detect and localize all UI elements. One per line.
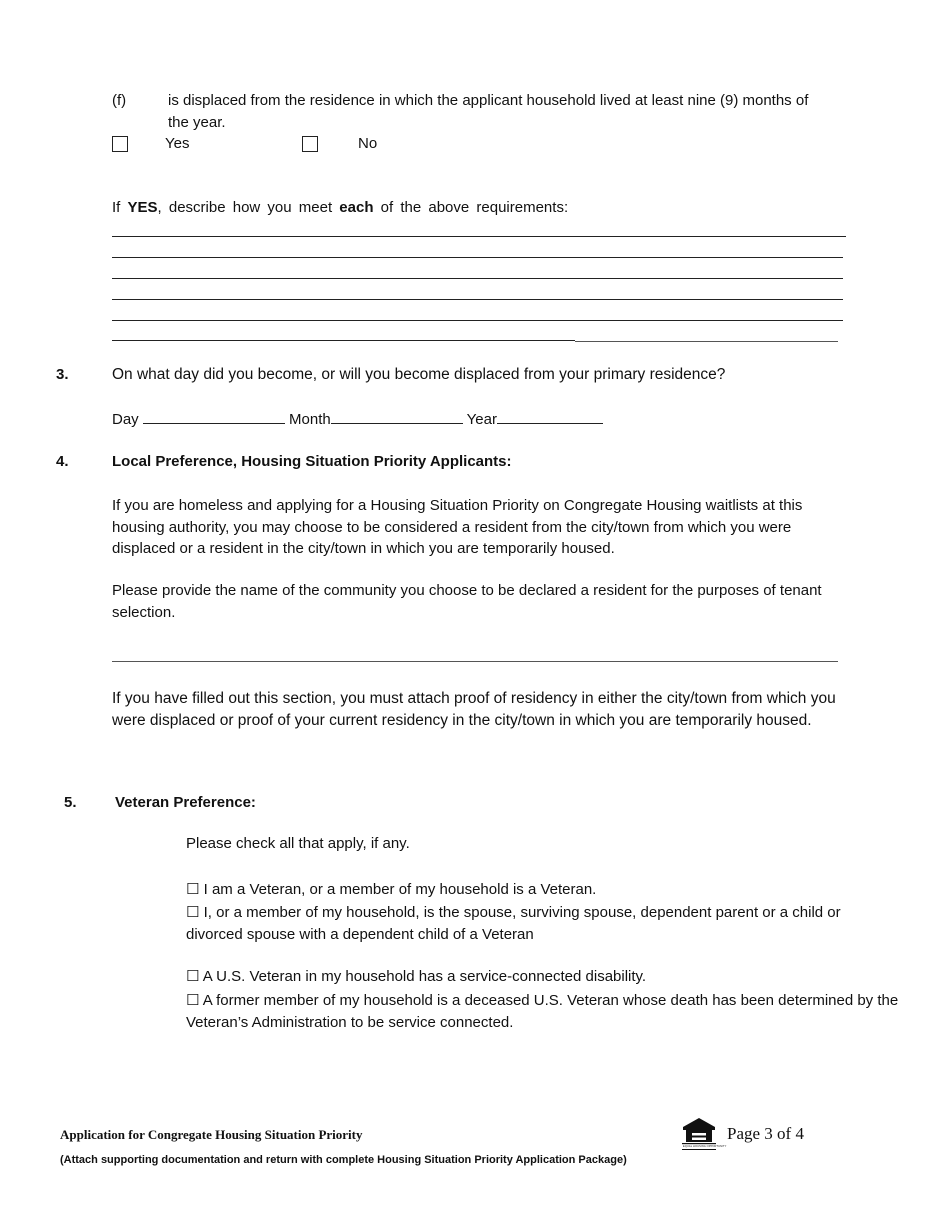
q4-paragraph-3: If you have filled out this section, you must attach proof of residency in either the city/town from which you were displaced or proof of your current residency in the city/town in which you are temporarily housed. [112,690,836,729]
describe-yes-word: YES [127,199,158,216]
year-label: Year [466,411,497,428]
q5-number: 5. [64,794,77,811]
q5-instruction: Please check all that apply, if any. [186,835,410,852]
year-field[interactable] [497,409,603,424]
checkbox-icon[interactable]: ☐ [186,992,200,1009]
describe-middle: , describe how you meet [157,199,333,216]
veteran-option-4-text: A former member of my household is a deceased U.S. Veteran whose death has been determined by the Veteran’s Administration to be service connected. [186,992,899,1031]
answer-line-6a[interactable] [112,340,575,341]
veteran-option-3[interactable] [186,966,916,988]
no-label: No [358,135,378,152]
equal-housing-opportunity-text: EQUAL HOUSING OPPORTUNITY [683,1145,727,1148]
answer-line-4[interactable] [112,299,843,300]
answer-line-5[interactable] [112,320,843,321]
item-f-label: (f) [112,92,127,109]
veteran-option-2[interactable] [186,902,886,945]
month-label: Month [289,411,331,428]
checkbox-icon[interactable]: ☐ [186,904,200,921]
q4-number: 4. [56,453,69,470]
q3-number: 3. [56,366,69,383]
veteran-option-3-text: A U.S. Veteran in my household has a service-connected disability. [202,968,647,985]
q4-title: Local Preference, Housing Situation Priority Applicants: [112,453,512,470]
item-f-text-line1: is displaced from the residence in which the applicant household lived at least nine (9) months of [168,92,809,109]
q4-paragraph-2: Please provide the name of the community you choose to be declared a resident for the purposes of tenant selection. [112,582,822,621]
q5-title: Veteran Preference: [115,794,256,811]
month-field[interactable] [331,409,463,424]
answer-line-6b[interactable] [575,341,838,342]
community-name-line[interactable] [112,661,838,662]
describe-suffix: of the above requirements: [380,199,569,216]
describe-each-word: each [339,199,374,216]
answer-line-1[interactable] [112,236,846,237]
q3-question: On what day did you become, or will you become displaced from your primary residence? [112,366,726,383]
item-f-text-line2: the year. [168,114,226,131]
answer-line-2[interactable] [112,257,843,258]
day-label: Day [112,411,139,428]
veteran-option-4[interactable] [186,990,916,1033]
veteran-option-2-text: I, or a member of my household, is the spouse, surviving spouse, dependent parent or a child or divorced spouse with a dependent child of a Veteran [186,904,841,943]
date-fields [112,409,603,428]
checkbox-icon[interactable]: ☐ [186,968,200,985]
yes-label: Yes [165,135,190,152]
answer-line-3[interactable] [112,278,843,279]
no-checkbox[interactable] [302,136,318,152]
veteran-option-1-text: I am a Veteran, or a member of my household is a Veteran. [203,881,597,898]
yes-checkbox[interactable] [112,136,128,152]
footer-title: Application for Congregate Housing Situation Priority [60,1127,363,1142]
checkbox-icon[interactable]: ☐ [186,881,200,898]
describe-prompt [112,199,568,216]
footer-note: (Attach supporting documentation and return with complete Housing Situation Priority Application Package) [60,1154,627,1166]
day-field[interactable] [143,409,285,424]
q4-paragraph-1: If you are homeless and applying for a Housing Situation Priority on Congregate Housing waitlists at this housing authority, you may choose to be considered a resident from the city/town from which you were displaced or a resident in the city/town in which you are temporarily housed. [112,497,803,557]
veteran-option-1[interactable] [186,879,916,901]
page-number: Page 3 of 4 [727,1124,804,1143]
describe-prefix: If [112,199,121,216]
